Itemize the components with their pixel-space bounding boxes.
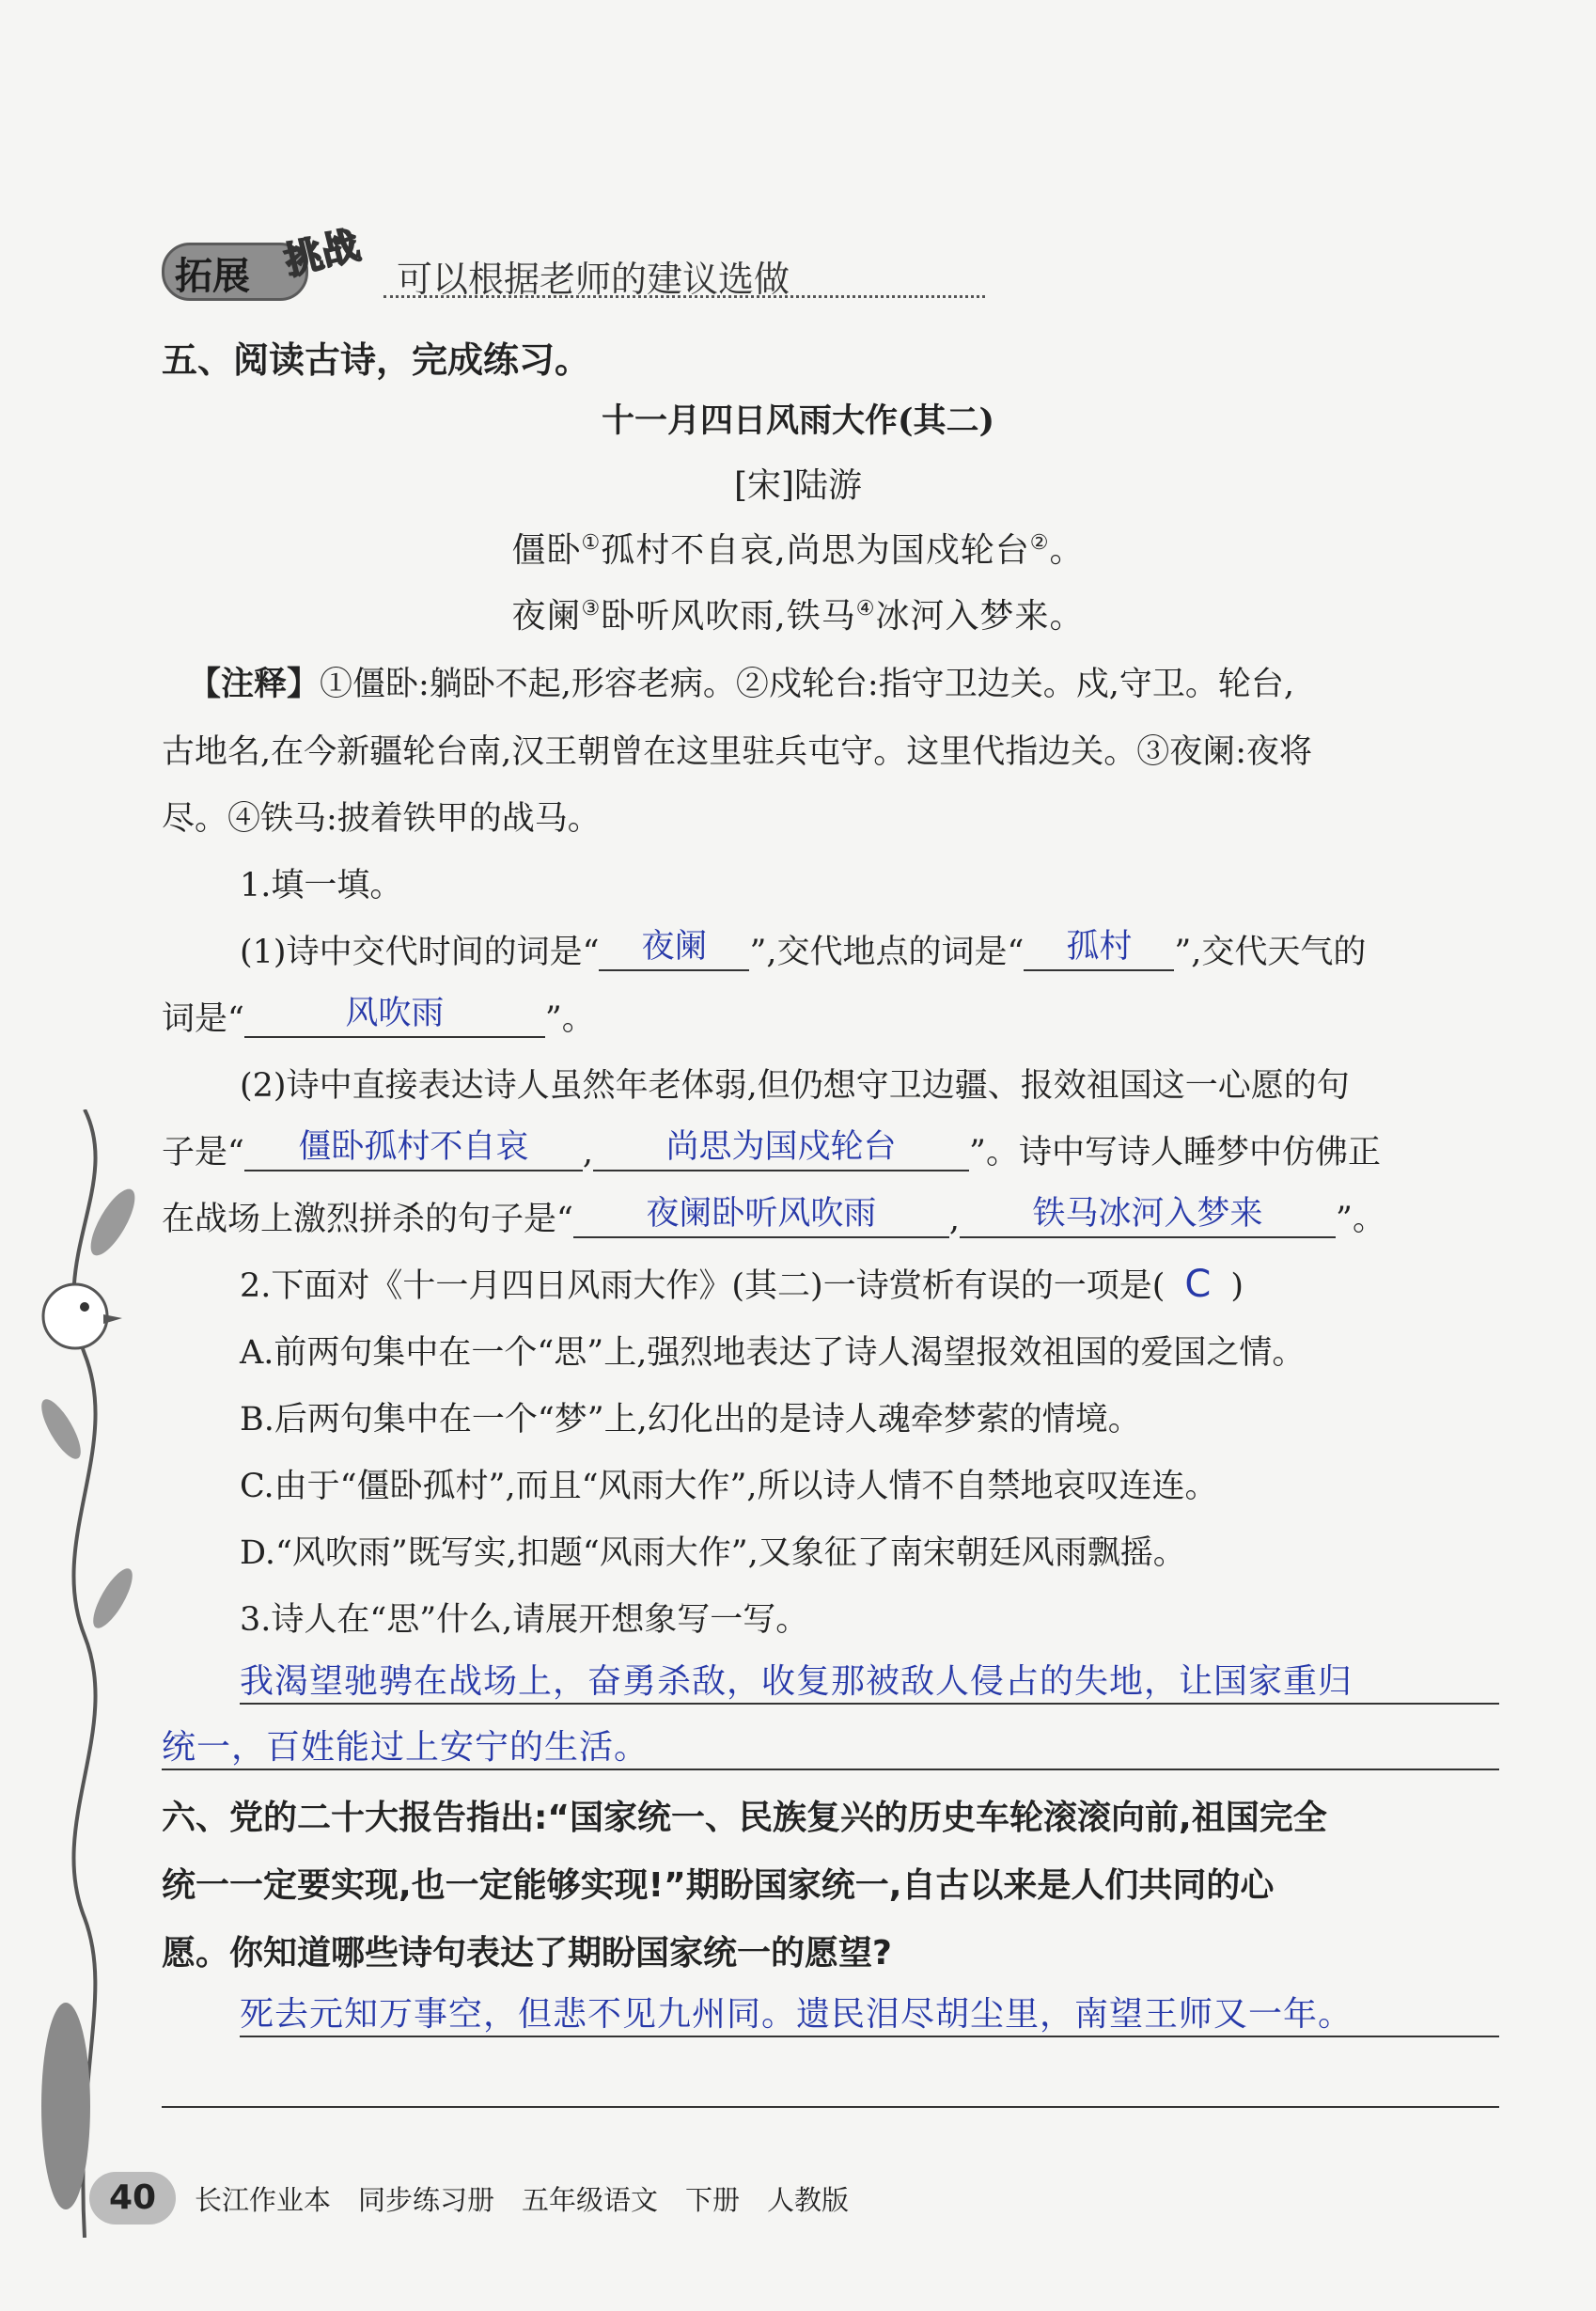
banner-subtitle: 可以根据老师的建议选做 [397,259,790,300]
option-a: A.前两句集中在一个“思”上,强烈地表达了诗人渴望报效祖国的爱国之情。 [240,1334,1306,1372]
note-mark: ① [581,531,602,555]
section-6-line-2: 统一一定要实现,也一定能够实现!”期盼国家统一,自古以来是人们共同的心 [162,1866,1275,1905]
option-d: D.“风吹雨”既写实,扣题“风雨大作”,又象征了南宋朝廷风雨飘摇。 [240,1534,1186,1572]
poem-text: 夜阑 [511,597,582,636]
question-1-1-line-2 [162,993,595,1044]
poem-title: 十一月四日风雨大作(其二) [601,401,995,440]
note-text: ①僵卧:躺卧不起,形容老病。②戍轮台:指守卫边关。戍,守卫。轮台, [320,666,1294,703]
banner-label: 拓展 [175,255,250,298]
book-info: 长江作业本 同步练习册 五年级语文 下册 人教版 [195,2184,850,2216]
poem-line-2 [0,590,1596,637]
question-text: ”,交代天气的 [1174,934,1367,971]
option-b: B.后两句集中在一个“梦”上,幻化出的是诗人魂牵梦萦的情境。 [240,1401,1141,1438]
page-number: 40 [89,2172,176,2225]
poem-text: 卧听风吹雨,铁马 [601,597,856,636]
question-text: 词是“ [162,1000,244,1038]
answer-blank-dream-1[interactable]: 夜阑卧听风吹雨 [573,1191,949,1238]
question-1: 1.填一填。 [240,867,403,904]
question-text: ”。 [1336,1201,1385,1238]
answer-blank-weather[interactable]: 风吹雨 [244,991,545,1038]
note-mark: ④ [855,597,876,621]
question-1-2-line-3 [162,1193,1385,1244]
poem-text: 孤村不自哀,尚思为国戍轮台 [601,531,1030,570]
answer-blank-wish-2[interactable]: 尚思为国戍轮台 [593,1124,969,1171]
section-6-answer-line[interactable]: 死去元知万事空，但悲不见九州同。遗民泪尽胡尘里，南望王师又一年。 [240,1988,1499,2037]
question-text: (1)诗中交代时间的词是“ [240,934,600,971]
question-text: ) [1230,1267,1244,1305]
banner-label-challenge: 挑战 [280,223,365,284]
note-line-2: 古地名,在今新疆轮台南,汉王朝曾在这里驻兵屯守。这里代指边关。③夜阑:夜将 [162,733,1313,771]
question-text: 2.下面对《十一月四日风雨大作》(其二)一诗赏析有误的一项是( [240,1267,1166,1305]
question-text: ”。 [544,1000,595,1038]
note-line-1 [188,658,1294,705]
question-1-1-line-1 [240,926,1366,977]
question-1-2-line-2 [162,1126,1381,1177]
question-text: 子是“ [162,1134,244,1171]
note-line-3: 尽。④铁马:披着铁甲的战马。 [162,800,601,838]
question-3-answer-line-1[interactable]: 我渴望驰骋在战场上，奋勇杀敌，收复那被敌人侵占的失地，让国家重归 [240,1655,1499,1705]
question-1-2-line-1: (2)诗中直接表达诗人虽然年老体弱,但仍想守卫边疆、报效祖国这一心愿的句 [240,1067,1350,1105]
question-text: 在战场上激烈拼杀的句子是“ [162,1201,573,1238]
question-text: ”。诗中写诗人睡梦中仿佛正 [969,1134,1381,1171]
banner-dotted-line [383,295,985,298]
question-2-answer[interactable]: C [1184,1263,1212,1306]
poem-line-1 [0,524,1596,572]
section-6-line-1: 六、党的二十大报告指出:“国家统一、民族复兴的历史车轮滚滚向前,祖国完全 [162,1799,1327,1837]
section-6-empty-line[interactable] [162,2106,1499,2108]
question-3-answer-line-2[interactable]: 统一，百姓能过上安宁的生活。 [162,1721,1499,1770]
poem-text: 。 [1049,531,1085,570]
extension-challenge-banner [162,222,820,300]
question-2 [240,1260,1244,1307]
poem-text: 僵卧 [511,531,582,570]
question-text: , [582,1134,594,1171]
note-mark: ② [1029,531,1050,555]
answer-blank-dream-2[interactable]: 铁马冰河入梦来 [960,1191,1336,1238]
question-text: , [948,1201,961,1238]
answer-blank-place[interactable]: 孤村 [1024,924,1174,971]
note-label: 【注释】 [188,665,321,703]
question-text: ”,交代地点的词是“ [749,934,1025,971]
poem-author: [宋]陆游 [733,466,863,505]
answer-blank-time[interactable]: 夜阑 [599,924,749,971]
section-5-title: 五、阅读古诗，完成练习。 [162,339,591,381]
note-mark: ③ [581,597,602,621]
answer-blank-wish-1[interactable]: 僵卧孤村不自哀 [244,1124,583,1171]
vine-decoration [19,1109,150,2238]
section-6-line-3: 愿。你知道哪些诗句表达了期盼国家统一的愿望? [162,1934,892,1973]
poem-text: 冰河入梦来。 [875,597,1085,636]
option-c: C.由于“僵卧孤村”,而且“风雨大作”,所以诗人情不自禁地哀叹连连。 [240,1468,1218,1505]
question-3: 3.诗人在“思”什么,请展开想象写一写。 [240,1601,809,1639]
